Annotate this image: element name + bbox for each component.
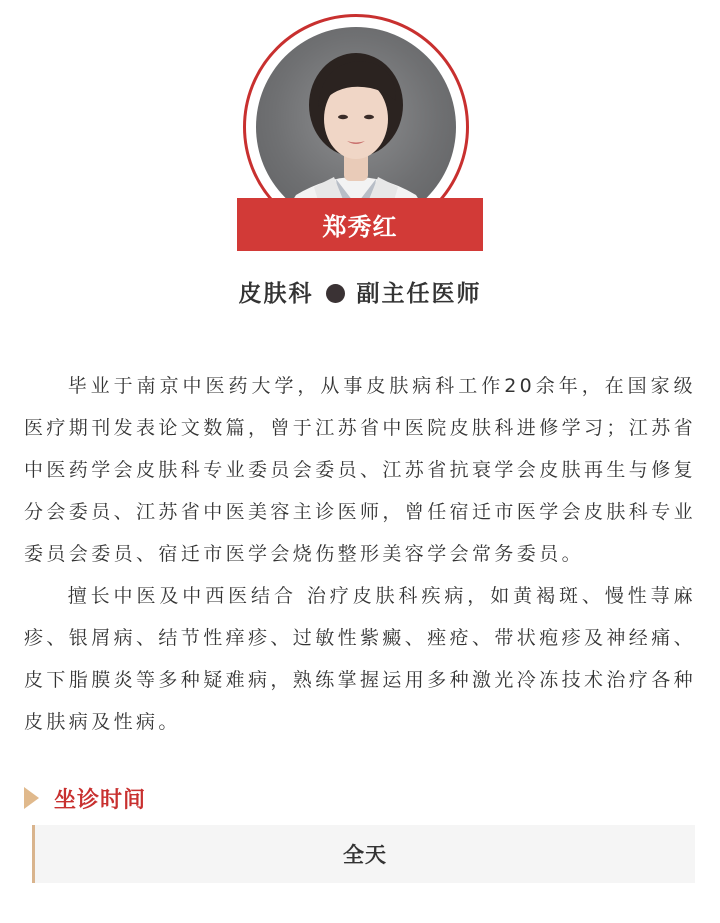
schedule-header (24, 782, 146, 814)
job-title: 副主任医师 (356, 281, 482, 307)
triangle-bullet-icon (24, 787, 39, 809)
doctor-name: 郑秀红 (322, 213, 398, 241)
schedule-box (32, 825, 695, 883)
doctor-subtitle (0, 276, 720, 312)
doctor-biography (24, 365, 696, 743)
doctor-name-plate (237, 198, 483, 251)
bio-paragraph-education: 毕业于南京中医药大学，从事皮肤病科工作20余年，在国家级医疗期刊发表论文数篇，曾于江苏省中医院皮肤科进修学习；江苏省中医药学会皮肤科专业委员会委员、江苏省抗衰学会皮肤再生与修复分会委员、江苏省中医美容主诊医师，曾任宿迁市医学会皮肤科专业委员会委员、宿迁市医学会烧伤整形美容学会常务委员。 (24, 375, 697, 565)
department: 皮肤科 (238, 281, 314, 307)
schedule-value: 全天 (343, 843, 387, 867)
schedule-heading: 坐诊时间 (54, 787, 147, 813)
bio-paragraph-specialty: 擅长中医及中西医结合 治疗皮肤科疾病，如黄褐斑、慢性荨麻疹、银屑病、结节性痒疹、过敏性紫癜、痤疮、带状疱疹及神经痛、皮下脂膜炎等多种疑难病，熟练掌握运用多种激光冷冻技术治疗各种皮肤病及性病。 (24, 585, 697, 733)
doctor-photo (256, 27, 456, 227)
doctor-photo-illustration (256, 27, 456, 227)
separator-dot-icon (326, 284, 345, 303)
